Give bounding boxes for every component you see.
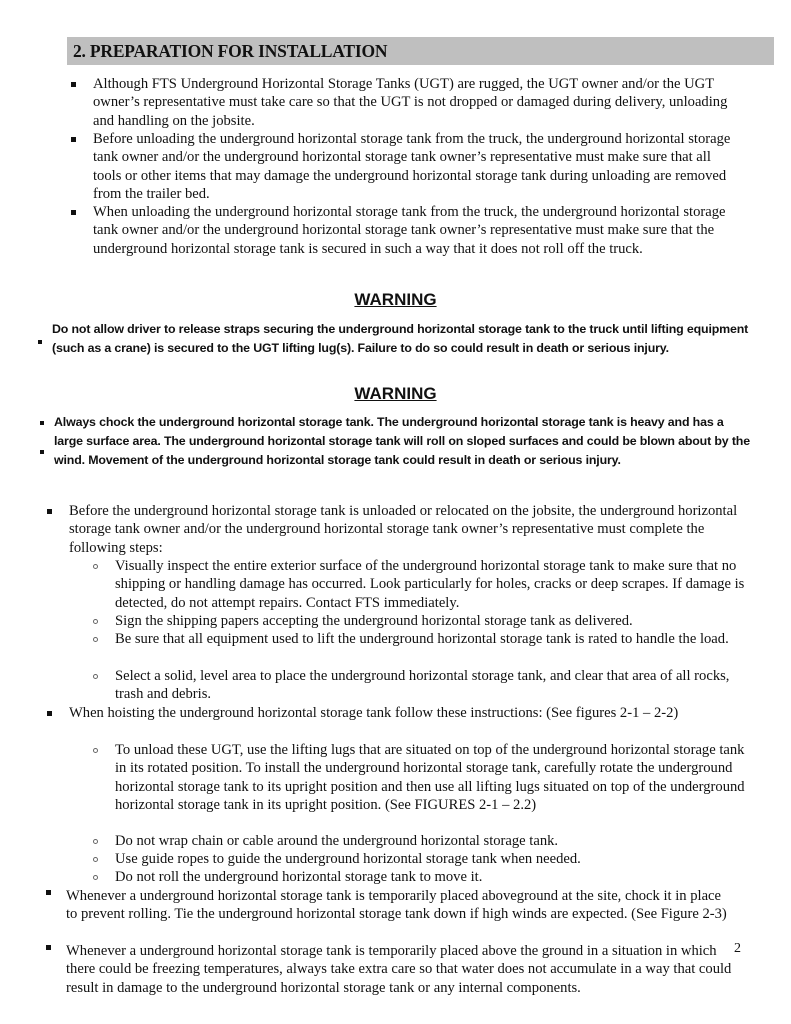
square-bullet-icon	[71, 82, 76, 87]
sub-list-item	[115, 630, 749, 667]
square-bullet-icon	[71, 137, 76, 142]
closing-bullet-list	[66, 887, 734, 1015]
list-item-text: Although FTS Underground Horizontal Storage Tanks (UGT) are rugged, the UGT owner and/or the UGT owner’s representative must take care so that the UGT is not dropped or damaged during delivery, unloading and handling on the jobsite.	[93, 76, 728, 129]
intro-bullet-list	[93, 75, 733, 276]
warning-text: Do not allow driver to release straps securing the underground horizontal storage tank to the truck until lifting equipment (such as a crane) is secured to the UGT lifting lug(s). Failure to do so could result in death or serious injury.	[52, 322, 749, 355]
warning-title: WARNING	[354, 384, 437, 403]
sub-list-item-text: Visually inspect the entire exterior surface of the underground horizontal storage tank to make sure that no shipping or handling damage has occurred. Look particularly for holes, cracks or deep scrapes. If damage is detected, do not attempt repairs. Contact FTS immediately.	[115, 558, 745, 611]
circle-bullet-icon	[93, 875, 98, 880]
steps-section	[69, 502, 749, 704]
list-item	[66, 887, 734, 942]
list-item-text: Before unloading the underground horizontal storage tank from the truck, the underground horizontal storage tank owner and/or the underground horizontal storage tank owner’s representative must make sure that all tools or other items that may damage the underground horizontal storage tank during unloading are removed from the trailer bed.	[93, 131, 731, 202]
sub-list-item	[115, 832, 749, 850]
page-number: 2	[734, 941, 741, 956]
square-bullet-icon	[40, 450, 44, 454]
circle-bullet-icon	[93, 857, 98, 862]
circle-bullet-icon	[93, 839, 98, 844]
warning-title: WARNING	[354, 290, 437, 309]
hoisting-section	[69, 704, 749, 886]
steps-sublist	[115, 557, 749, 704]
sub-list-item	[115, 741, 749, 832]
section-header	[67, 37, 774, 65]
hoisting-intro: When hoisting the underground horizontal storage tank follow these instructions: (See figures 2-1 – 2-2)	[69, 705, 679, 721]
sub-list-item-text: Do not wrap chain or cable around the underground horizontal storage tank.	[115, 833, 559, 849]
sub-list-item-text: Select a solid, level area to place the underground horizontal storage tank, and clear that area of all rocks, trash and debris.	[115, 668, 730, 703]
list-item-text: Whenever a underground horizontal storage tank is temporarily placed above the ground in a situation in which there could be freezing temperatures, always take extra care so that water does not accumulate in a way that could result in damage to the underground horizontal storage tank or any internal components.	[66, 943, 732, 996]
sub-list-item-text: Do not roll the underground horizontal storage tank to move it.	[115, 869, 483, 885]
hoisting-sublist	[115, 741, 749, 886]
list-item	[93, 130, 733, 203]
sub-list-item	[115, 612, 749, 630]
sub-list-item-text: Sign the shipping papers accepting the underground horizontal storage tank as delivered.	[115, 613, 633, 629]
square-bullet-icon	[71, 210, 76, 215]
list-item	[69, 502, 749, 557]
sub-list-item	[115, 557, 749, 612]
sub-list-item	[115, 850, 749, 868]
list-item-text: When unloading the underground horizontal storage tank from the truck, the underground horizontal storage tank owner and/or the underground horizontal storage tank owner’s representative must make sure that the underground horizontal storage tank is secured in such a way that it does not roll off the truck.	[93, 204, 726, 257]
section-title: 2. PREPARATION FOR INSTALLATION	[73, 41, 388, 61]
list-item-text: Whenever a underground horizontal storage tank is temporarily placed aboveground at the site, chock it in place to prevent rolling. Tie the underground horizontal storage tank down if high winds are expected. (See Figure 2-3)	[66, 888, 727, 923]
circle-bullet-icon	[93, 637, 98, 642]
sub-list-item-text: To unload these UGT, use the lifting lugs that are situated on top of the underground horizontal storage tank in its rotated position. To install the underground horizontal storage tank, carefully rotate the underground horizontal storage tank to its upright position and then use all lifting lugs situated on top of the underground horizontal storage tank in its upright position. (See FIGURES 2-1 – 2.2)	[115, 742, 745, 813]
sub-list-item-text: Be sure that all equipment used to lift the underground horizontal storage tank is rated to handle the load.	[115, 631, 729, 647]
list-item	[66, 942, 734, 1015]
sub-list-item	[115, 667, 749, 704]
square-bullet-icon	[38, 340, 42, 344]
circle-bullet-icon	[93, 564, 98, 569]
warning-text: Always chock the underground horizontal storage tank. The underground horizontal storage tank is heavy and has a large surface area. The underground horizontal storage tank will roll on sloped surfaces and could be blown about by the wind. Movement of the underground horizontal storage tank could result in death or serious injury.	[54, 415, 750, 467]
square-bullet-icon	[46, 890, 51, 895]
square-bullet-icon	[47, 711, 52, 716]
sub-list-item	[115, 868, 749, 886]
circle-bullet-icon	[93, 619, 98, 624]
list-item	[93, 75, 733, 130]
list-item	[93, 203, 733, 276]
circle-bullet-icon	[93, 674, 98, 679]
square-bullet-icon	[40, 421, 44, 425]
steps-intro: Before the underground horizontal storage tank is unloaded or relocated on the jobsite, the underground horizontal storage tank owner and/or the underground horizontal storage tank owner’s representative must complete the following steps:	[69, 503, 738, 556]
square-bullet-icon	[46, 945, 51, 950]
sub-list-item-text: Use guide ropes to guide the underground horizontal storage tank when needed.	[115, 851, 581, 867]
square-bullet-icon	[47, 509, 52, 514]
circle-bullet-icon	[93, 748, 98, 753]
list-item	[69, 704, 749, 741]
